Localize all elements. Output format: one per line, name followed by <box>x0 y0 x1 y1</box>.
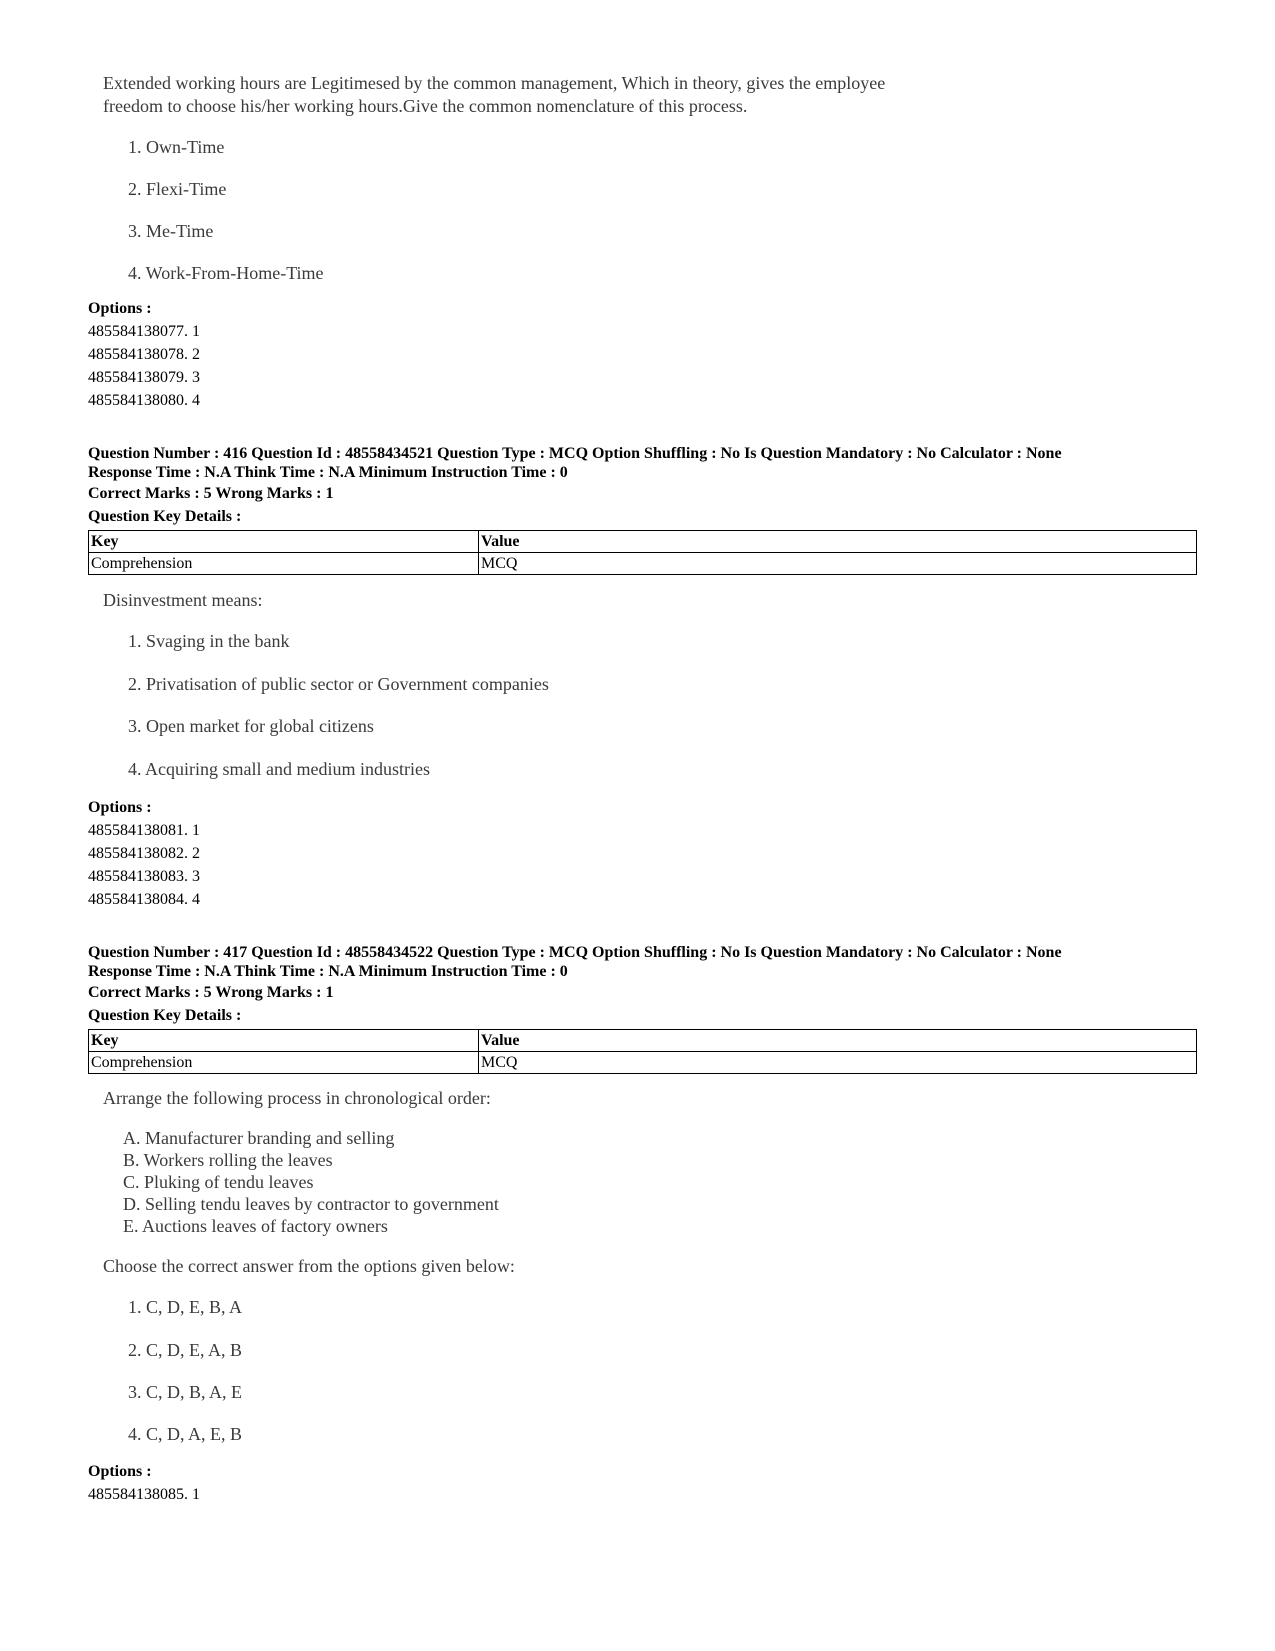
table-header-row <box>89 531 1197 553</box>
choice-item: 2. Flexi-Time <box>128 179 227 199</box>
choice-item: 1. Svaging in the bank <box>128 631 290 651</box>
choice-item: 3. C, D, B, A, E <box>128 1382 243 1402</box>
table-header-key: Key <box>89 1030 479 1052</box>
question-meta-line: Response Time : N.A Think Time : N.A Minimum Instruction Time : 0 <box>88 464 568 481</box>
marks-line: Correct Marks : 5 Wrong Marks : 1 <box>88 485 334 502</box>
key-details-label: Question Key Details : <box>88 508 242 525</box>
sequence-item: B. Workers rolling the leaves <box>123 1150 333 1170</box>
question-meta <box>88 943 1198 981</box>
answer-instruction: Choose the correct answer from the options given below: <box>103 1256 515 1276</box>
option-id: 485584138080. 4 <box>88 392 200 409</box>
question-stem <box>103 72 885 118</box>
option-id: 485584138084. 4 <box>88 891 200 908</box>
table-row <box>89 553 1197 575</box>
option-id: 485584138083. 3 <box>88 868 200 885</box>
marks-line: Correct Marks : 5 Wrong Marks : 1 <box>88 984 334 1001</box>
question-stem-line: Extended working hours are Legitimesed by the common management, Which in theory, gives the employee <box>103 73 886 93</box>
table-header-row <box>89 1030 1197 1052</box>
question-meta-line: Question Number : 417 Question Id : 48558434522 Question Type : MCQ Option Shuffling : No Is Question Mandatory : No Calculator : None <box>88 944 1062 961</box>
question-meta-line: Response Time : N.A Think Time : N.A Minimum Instruction Time : 0 <box>88 963 568 980</box>
question-meta-line: Question Number : 416 Question Id : 48558434521 Question Type : MCQ Option Shuffling : No Is Question Mandatory : No Calculator : None <box>88 445 1062 462</box>
question-stem: Arrange the following process in chronological order: <box>103 1088 491 1108</box>
table-cell-key: Comprehension <box>89 553 479 575</box>
option-id: 485584138082. 2 <box>88 845 200 862</box>
choice-item: 4. C, D, A, E, B <box>128 1424 243 1444</box>
table-header-key: Key <box>89 531 479 553</box>
choice-item: 2. Privatisation of public sector or Government companies <box>128 674 549 694</box>
option-id: 485584138078. 2 <box>88 346 200 363</box>
table-cell-key: Comprehension <box>89 1052 479 1074</box>
question-key-table <box>88 1029 1197 1074</box>
table-header-value: Value <box>479 1030 1197 1052</box>
question-meta <box>88 444 1198 482</box>
table-header-value: Value <box>479 531 1197 553</box>
option-id: 485584138079. 3 <box>88 369 200 386</box>
choice-item: 3. Me-Time <box>128 221 214 241</box>
table-cell-value: MCQ <box>479 553 1197 575</box>
table-cell-value: MCQ <box>479 1052 1197 1074</box>
key-details-label: Question Key Details : <box>88 1007 242 1024</box>
option-id: 485584138081. 1 <box>88 822 200 839</box>
choice-item: 4. Work-From-Home-Time <box>128 263 324 283</box>
choice-item: 1. C, D, E, B, A <box>128 1297 243 1317</box>
choice-item: 1. Own-Time <box>128 137 225 157</box>
choice-item: 3. Open market for global citizens <box>128 716 374 736</box>
option-id: 485584138085. 1 <box>88 1486 200 1503</box>
options-label: Options : <box>88 300 152 317</box>
options-label: Options : <box>88 1463 152 1480</box>
option-id: 485584138077. 1 <box>88 323 200 340</box>
question-key-table <box>88 530 1197 575</box>
choice-item: 4. Acquiring small and medium industries <box>128 759 430 779</box>
choice-item: 2. C, D, E, A, B <box>128 1340 243 1360</box>
sequence-item: E. Auctions leaves of factory owners <box>123 1216 388 1236</box>
sequence-item: A. Manufacturer branding and selling <box>123 1128 395 1148</box>
sequence-item: C. Pluking of tendu leaves <box>123 1172 314 1192</box>
question-stem: Disinvestment means: <box>103 590 263 610</box>
sequence-item: D. Selling tendu leaves by contractor to government <box>123 1194 499 1214</box>
question-stem-line: freedom to choose his/her working hours.Give the common nomenclature of this process. <box>103 96 748 116</box>
options-label: Options : <box>88 799 152 816</box>
table-row <box>89 1052 1197 1074</box>
